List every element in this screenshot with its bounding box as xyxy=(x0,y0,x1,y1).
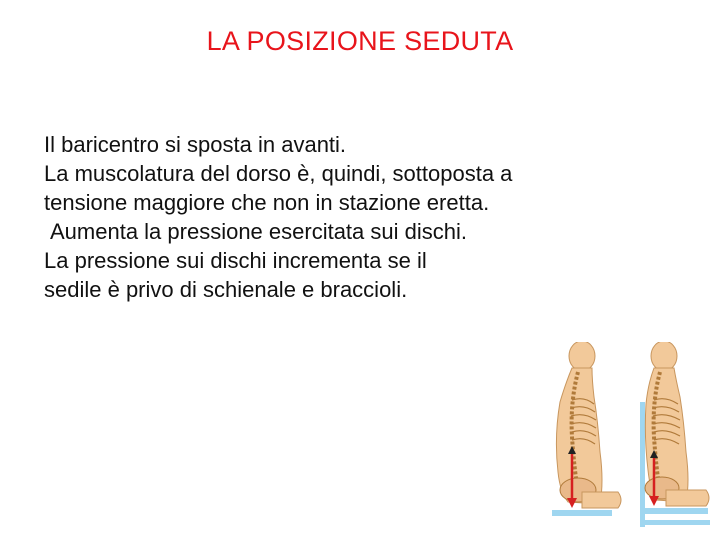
text-line-2: La muscolatura del dorso è, quindi, sottoposta a xyxy=(44,161,513,186)
text-line-4: Aumenta la pressione esercitata sui dischi. xyxy=(50,219,467,244)
figure-with-backrest xyxy=(640,342,710,527)
text-line-3: tensione maggiore che non in stazione eretta. xyxy=(44,190,490,215)
body-text xyxy=(44,130,714,304)
text-line-5: La pressione sui dischi incrementa se il xyxy=(44,248,427,273)
text-line-1: Il baricentro si sposta in avanti. xyxy=(44,132,347,157)
text-line-6: sedile è privo di schienale e braccioli. xyxy=(44,277,408,302)
figure-without-backrest xyxy=(552,342,621,516)
slide-title: LA POSIZIONE SEDUTA xyxy=(206,26,514,56)
seated-posture-illustration xyxy=(548,342,714,532)
